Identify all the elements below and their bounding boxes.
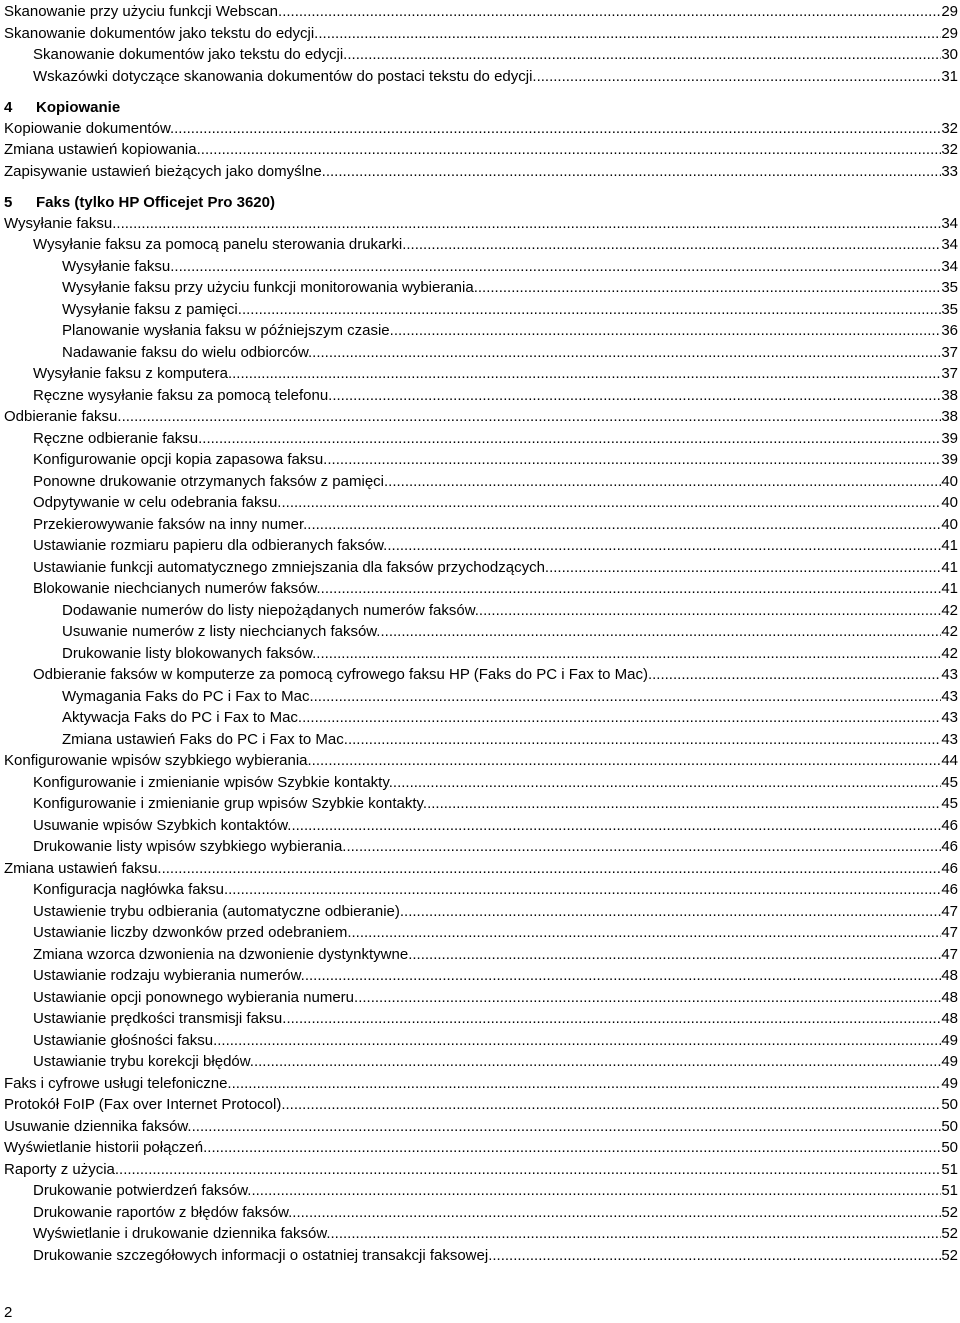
toc-dot-leader [380,623,941,641]
toc-entry[interactable] [33,491,958,512]
toc-entry-page: 52 [941,1246,958,1264]
toc-entry-page: 40 [941,515,958,533]
toc-entry-title: Usuwanie numerów z listy niechcianych faksów. [62,623,381,640]
toc-entry-page: 38 [941,386,958,404]
toc-dot-leader [281,494,941,512]
toc-entry[interactable] [62,255,958,276]
toc-entry-title: Ustawianie głośności faksu. [33,1031,218,1049]
toc-entry-page: 43 [941,709,958,726]
toc-dot-leader [412,946,941,964]
toc-entry-page: 41 [941,580,958,597]
toc-entry-page: 43 [941,687,958,705]
toc-entry-title: Odpytywanie w celu odebrania faksu. [33,494,282,511]
toc-entry[interactable] [33,1050,958,1071]
toc-entry-page: 38 [941,408,958,425]
toc-entry[interactable] [33,577,958,598]
toc-entry-title: Ustawienie trybu odbierania (automatyczne odbieranie). [33,902,405,920]
toc-entry-title: Zmiana ustawień kopiowania. [4,141,201,158]
toc-dot-leader [119,1161,941,1179]
toc-entry-page: 33 [941,162,958,180]
toc-entry-page: 39 [941,451,958,468]
toc-entry[interactable] [33,470,958,491]
toc-entry-title: Zmiana ustawień Faks do PC i Fax to Mac. [62,730,348,748]
toc-entry[interactable] [4,1158,958,1179]
toc-entry[interactable] [33,233,958,254]
toc-entry-page: 50 [941,1139,958,1156]
toc-entry[interactable] [33,1029,958,1050]
toc-entry[interactable] [33,362,958,383]
toc-dot-leader [479,602,941,620]
toc-dot-leader [314,688,942,706]
toc-entry[interactable] [33,448,958,469]
toc-entry-title: Wyświetlanie i drukowanie dziennika faksów. [33,1225,331,1242]
toc-entry[interactable] [33,556,958,577]
toc-entry-page: 32 [941,119,958,137]
toc-entry-title: Wysyłanie faksu z komputera. [33,365,233,382]
toc-entry[interactable] [4,160,958,181]
toc-entry-title: Drukowanie listy blokowanych faksów. [62,644,317,662]
toc-dot-leader [286,1096,942,1114]
toc-entry-page: 44 [941,752,958,769]
toc-dot-leader [316,645,941,663]
toc-entry-page: 46 [941,881,958,898]
toc-entry[interactable] [62,642,958,663]
toc-entry[interactable] [33,513,958,534]
toc-entry-page: 49 [941,1031,958,1049]
toc-dot-leader [302,709,941,727]
toc-entry-title: Drukowanie raportów z błędów faksów. [33,1203,293,1221]
toc-entry-title: Zapisywanie ustawień bieżących jako domyślne. [4,162,326,180]
toc-entry-title: Drukowanie szczegółowych informacji o ostatniej transakcji faksowej. [33,1246,493,1264]
chapter-heading [4,190,275,212]
toc-entry-page: 50 [941,1117,958,1135]
toc-entry[interactable] [33,1179,958,1200]
toc-dot-leader [312,752,942,770]
toc-entry-title: Drukowanie listy wpisów szybkiego wybierania. [33,838,347,855]
toc-dot-leader [427,795,941,813]
toc-dot-leader [291,817,941,835]
toc-dot-leader [282,3,941,21]
toc-entry-page: 49 [941,1053,958,1070]
toc-entry[interactable] [4,212,958,233]
chapter-title: Kopiowanie [36,99,121,116]
toc-entry[interactable] [4,857,958,878]
toc-dot-leader [652,666,941,684]
toc-dot-leader [122,408,942,426]
toc-entry-title: Wskazówki dotyczące skanowania dokumentów do postaci tekstu do edycji. [33,67,537,85]
toc-dot-leader [327,451,941,469]
toc-entry-page: 51 [941,1182,958,1199]
toc-entry[interactable] [62,599,958,620]
toc-dot-leader [207,1139,941,1157]
toc-entry[interactable] [4,1072,958,1093]
toc-entry-title: Odbieranie faksów w komputerze za pomocą cyfrowego faksu HP (Faks do PC i Fax to Mac). [33,666,653,683]
toc-dot-leader [232,365,941,383]
toc-entry-page: 47 [941,945,958,963]
toc-dot-leader [116,215,941,233]
toc-entry-page: 47 [941,924,958,941]
toc-entry-title: Dodawanie numerów do listy niepożądanych numerów faksów. [62,601,479,619]
toc-entry-page: 41 [941,537,958,554]
toc-entry-title: Przekierowywanie faksów na inny numer. [33,515,308,533]
toc-entry-page: 47 [941,902,958,920]
toc-entry[interactable] [33,900,958,921]
toc-entry[interactable] [62,319,958,340]
toc-dot-leader [174,258,941,276]
toc-dot-leader [286,1010,941,1028]
toc-entry-title: Raporty z użycia. [4,1160,120,1178]
toc-entry-page: 34 [941,257,958,275]
toc-entry-title: Ponowne drukowanie otrzymanych faksów z pamięci. [33,472,389,490]
toc-entry-page: 40 [941,472,958,490]
toc-entry[interactable] [33,771,958,792]
toc-dot-leader [292,1204,941,1222]
toc-dot-leader [305,967,942,985]
toc-entry-page: 40 [941,494,958,511]
toc-dot-leader [312,344,941,362]
toc-entry-title: Wysyłanie faksu. [4,214,117,232]
toc-entry-page: 46 [941,838,958,855]
toc-entry-page: 32 [941,141,958,158]
toc-dot-leader [406,236,941,254]
toc-entry-title: Planowanie wysłania faksu w późniejszym czasie. [62,322,394,339]
toc-entry-page: 49 [941,1074,958,1092]
toc-dot-leader [318,25,941,43]
toc-entry-title: Ustawianie opcji ponownego wybierania numeru. [33,988,359,1006]
toc-entry-page: 48 [941,988,958,1006]
toc-dot-leader [358,989,941,1007]
toc-entry[interactable] [33,384,958,405]
toc-dot-leader [174,120,941,138]
toc-entry-page: 34 [941,214,958,232]
toc-dot-leader [332,387,941,405]
toc-dot-leader [346,838,941,856]
toc-entry-page: 52 [941,1203,958,1221]
toc-dot-leader [478,279,941,297]
toc-entry-title: Ustawianie trybu korekcji błędów. [33,1053,254,1070]
toc-dot-leader [387,537,941,555]
toc-entry[interactable] [33,814,958,835]
toc-entry-title: Ustawianie rozmiaru papieru dla odbieranych faksów. [33,537,388,554]
toc-entry[interactable] [33,943,958,964]
toc-dot-leader [492,1247,941,1265]
toc-dot-leader [202,430,941,448]
toc-entry-page: 31 [941,67,958,85]
toc-entry-page: 43 [941,666,958,683]
toc-entry-title: Skanowanie dokumentów jako tekstu do edycji. [4,24,319,42]
toc-entry[interactable] [62,706,958,727]
toc-entry-title: Blokowanie niechcianych numerów faksów. [33,580,321,597]
toc-entry[interactable] [4,1115,958,1136]
toc-dot-leader [254,1053,941,1071]
toc-entry-page: 43 [941,730,958,748]
toc-entry-page: 46 [941,859,958,877]
toc-entry-page: 35 [941,279,958,296]
toc-entry-title: Nadawanie faksu do wielu odbiorców. [62,343,313,361]
toc-entry-title: Kopiowanie dokumentów. [4,119,175,137]
toc-entry-page: 36 [941,322,958,339]
toc-entry-title: Ręczne odbieranie faksu. [33,429,203,447]
toc-dot-leader [347,46,941,64]
toc-entry[interactable] [4,117,958,138]
toc-entry-page: 48 [941,1010,958,1027]
toc-entry[interactable] [33,964,958,985]
toc-dot-leader [404,903,941,921]
toc-entry-title: Konfigurowanie i zmienianie wpisów Szybkie kontakty. [33,773,393,791]
toc-dot-leader [549,559,941,577]
toc-entry-title: Usuwanie dziennika faksów. [4,1117,192,1135]
toc-entry-page: 41 [941,558,958,576]
toc-entry-page: 52 [941,1225,958,1242]
toc-entry-title: Aktywacja Faks do PC i Fax to Mac. [62,709,303,726]
toc-entry[interactable] [33,792,958,813]
toc-entry-title: Zmiana ustawień faksu. [4,859,162,877]
toc-entry-title: Odbieranie faksu. [4,408,122,425]
toc-entry[interactable] [33,1244,958,1265]
toc-entry-title: Zmiana wzorca dzwonienia na dzwonienie dystynktywne. [33,945,413,963]
toc-entry[interactable] [62,728,958,749]
toc-entry-title: Wysyłanie faksu. [62,257,175,275]
toc-entry-page: 30 [941,46,958,63]
toc-entry[interactable] [33,43,958,64]
toc-dot-leader [352,924,942,942]
toc-entry[interactable] [4,405,958,426]
toc-dot-leader [388,473,941,491]
toc-entry-title: Ręczne wysyłanie faksu za pomocą telefonu. [33,386,333,404]
toc-entry-page: 29 [941,24,958,42]
toc-entry[interactable] [4,1136,958,1157]
toc-entry[interactable] [4,1093,958,1114]
page-number: 2 [4,1304,13,1321]
toc-entry[interactable] [33,1007,958,1028]
toc-entry[interactable] [33,663,958,684]
toc-dot-leader [192,1118,942,1136]
toc-entry-page: 42 [941,644,958,662]
toc-entry-title: Konfiguracja nagłówka faksu. [33,881,229,898]
toc-entry[interactable] [62,341,958,362]
toc-dot-leader [393,774,941,792]
toc-entry[interactable] [4,749,958,770]
toc-entry-title: Wysyłanie faksu za pomocą panelu sterowania drukarki. [33,236,407,253]
toc-entry[interactable] [33,65,958,86]
toc-entry-title: Protokół FoIP (Fax over Internet Protocol). [4,1096,286,1113]
toc-entry-page: 39 [941,429,958,447]
toc-entry[interactable] [62,685,958,706]
toc-entry-page: 35 [941,300,958,318]
toc-entry[interactable] [4,0,958,21]
toc-entry-title: Faks i cyfrowe usługi telefoniczne. [4,1074,232,1092]
toc-entry[interactable] [33,835,958,856]
toc-entry-title: Skanowanie przy użyciu funkcji Webscan. [4,3,283,20]
toc-dot-leader [326,163,941,181]
toc-entry[interactable] [62,620,958,641]
toc-dot-leader [251,1182,941,1200]
toc-entry-page: 34 [941,236,958,253]
toc-entry-page: 37 [941,343,958,361]
toc-entry-page: 51 [941,1160,958,1178]
toc-entry-page: 46 [941,816,958,834]
toc-dot-leader [307,516,941,534]
toc-entry-title: Konfigurowanie opcji kopia zapasowa faksu. [33,451,328,468]
toc-entry-title: Wysyłanie faksu z pamięci. [62,300,242,318]
toc-entry-page: 42 [941,601,958,619]
toc-entry-title: Konfigurowanie wpisów szybkiego wybierania. [4,752,312,769]
toc-entry[interactable] [62,298,958,319]
chapter-heading [4,95,120,117]
toc-entry-title: Ustawianie prędkości transmisji faksu. [33,1010,287,1027]
toc-entry[interactable] [33,1222,958,1243]
toc-entry-page: 48 [941,967,958,984]
toc-entry-page: 29 [941,3,958,20]
toc-entry-title: Ustawianie liczby dzwonków przed odebraniem. [33,924,352,941]
toc-dot-leader [162,860,942,878]
toc-entry-title: Usuwanie wpisów Szybkich kontaktów. [33,816,292,834]
toc-entry[interactable] [33,986,958,1007]
toc-entry[interactable] [33,921,958,942]
toc-dot-leader [537,68,942,86]
toc-dot-leader [228,881,941,899]
toc-entry[interactable] [4,138,958,159]
toc-entry-title: Konfigurowanie i zmienianie grup wpisów Szybkie kontakty. [33,795,428,812]
toc-entry[interactable] [33,427,958,448]
toc-entry-page: 45 [941,795,958,812]
toc-entry[interactable] [62,276,958,297]
toc-entry-title: Skanowanie dokumentów jako tekstu do edycji. [33,46,348,63]
toc-dot-leader [331,1225,942,1243]
chapter-title: Faks (tylko HP Officejet Pro 3620) [36,194,275,211]
toc-entry[interactable] [4,22,958,43]
toc-entry[interactable] [33,534,958,555]
chapter-number: 4 [4,99,13,116]
toc-entry-page: 37 [941,365,958,382]
toc-entry-page: 50 [941,1096,958,1113]
toc-entry-title: Wysyłanie faksu przy użyciu funkcji monitorowania wybierania. [62,279,478,296]
toc-entry[interactable] [33,1201,958,1222]
toc-entry-title: Drukowanie potwierdzeń faksów. [33,1182,252,1199]
toc-dot-leader [394,322,941,340]
toc-entry-title: Ustawianie funkcji automatycznego zmniejszania dla faksów przychodzących. [33,558,550,576]
toc-entry-title: Wyświetlanie historii połączeń. [4,1139,208,1156]
toc-dot-leader [321,580,942,598]
toc-entry-title: Ustawianie rodzaju wybierania numerów. [33,967,305,984]
toc-dot-leader [201,141,942,159]
toc-dot-leader [232,1075,942,1093]
toc-entry-page: 45 [941,773,958,791]
toc-dot-leader [242,301,941,319]
chapter-number: 5 [4,194,13,211]
toc-entry-page: 42 [941,623,958,640]
toc-dot-leader [348,731,941,749]
toc-entry-title: Wymagania Faks do PC i Fax to Mac. [62,687,314,705]
toc-entry[interactable] [33,878,958,899]
toc-dot-leader [217,1032,941,1050]
